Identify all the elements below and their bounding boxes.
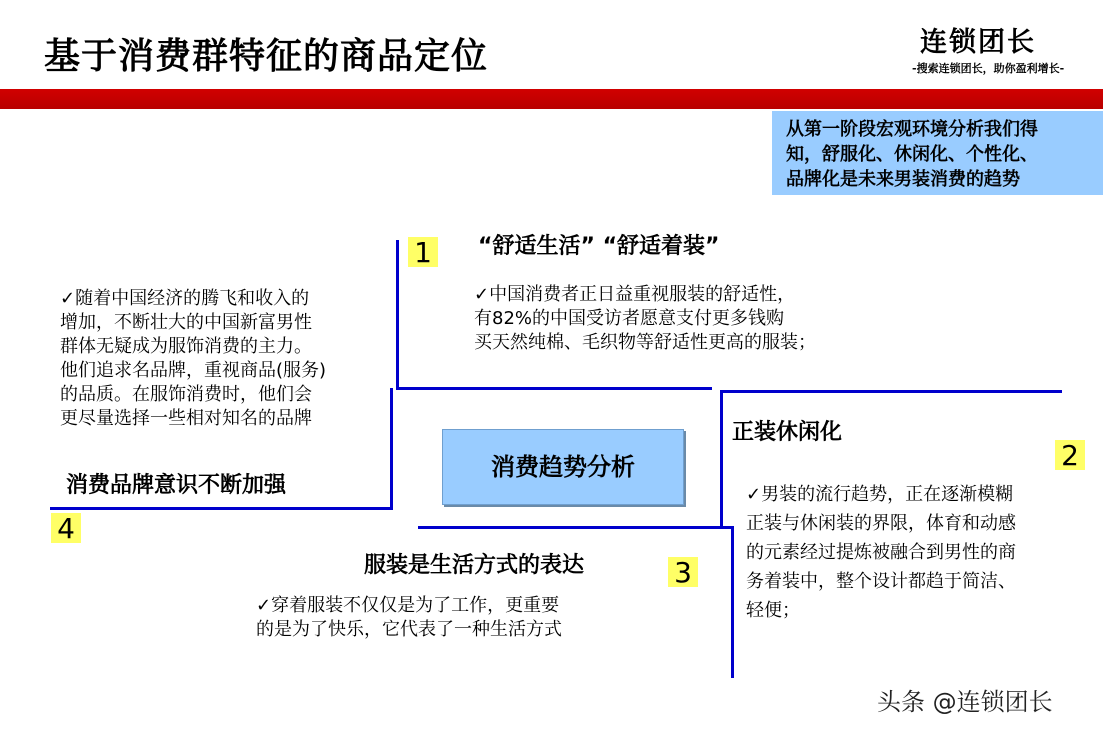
section-number-badge: 3 xyxy=(668,557,698,587)
summary-box xyxy=(772,111,1103,195)
divider-line xyxy=(396,387,712,390)
summary-line: 从第一阶段宏观环境分析我们得 xyxy=(786,119,1038,140)
watermark-text: 头条 @连锁团长 xyxy=(877,688,1053,716)
brand-slogan: -搜索连锁团长，助你盈利增长- xyxy=(912,62,1065,75)
brand-logo-text: 连锁团长 xyxy=(920,27,1036,58)
divider-line xyxy=(50,507,393,510)
divider-line xyxy=(396,240,399,390)
section-heading: “舒适生活” “舒适着装” xyxy=(478,234,720,259)
divider-line xyxy=(418,526,732,529)
body-line: 的是为了快乐，它代表了一种生活方式 xyxy=(256,619,562,640)
section-body xyxy=(746,480,1016,625)
body-line: 的元素经过提炼被融合到男性的商 xyxy=(746,542,1016,563)
divider-line xyxy=(720,390,1062,393)
body-line: 更尽量选择一些相对知名的品牌 xyxy=(60,408,312,429)
section-body xyxy=(474,283,816,355)
section-number-badge: 4 xyxy=(51,513,81,543)
body-line: 正装与休闲装的界限，体育和动感 xyxy=(746,513,1016,534)
body-line: 买天然纯棉、毛织物等舒适性更高的服装； xyxy=(474,332,816,353)
body-line: 务着装中，整个设计都趋于简洁、 xyxy=(746,571,1016,592)
divider-line xyxy=(390,388,393,510)
body-line: 群体无疑成为服饰消费的主力。 xyxy=(60,336,312,357)
divider-line xyxy=(720,390,723,528)
header-red-bar xyxy=(0,89,1103,109)
section-heading: 消费品牌意识不断加强 xyxy=(66,473,287,498)
section-number-badge: 2 xyxy=(1055,440,1085,470)
section-body xyxy=(256,594,562,642)
body-line: 有82%的中国受访者愿意支付更多钱购 xyxy=(474,308,785,329)
body-line: 的品质。在服饰消费时，他们会 xyxy=(60,384,312,405)
body-line: ✓随着中国经济的腾飞和收入的 xyxy=(60,288,310,309)
body-line: 增加，不断壮大的中国新富男性 xyxy=(60,312,312,333)
section-heading: 正装休闲化 xyxy=(732,420,843,445)
section-body xyxy=(60,287,326,431)
summary-line: 知，舒服化、休闲化、个性化、 xyxy=(786,144,1038,165)
center-trend-box: 消费趋势分析 xyxy=(442,429,684,505)
body-line: 轻便； xyxy=(746,600,800,621)
page-title: 基于消费群特征的商品定位 xyxy=(44,36,489,77)
body-line: ✓男装的流行趋势，正在逐渐模糊 xyxy=(746,484,1014,505)
body-line: 他们追求名品牌，重视商品(服务) xyxy=(60,360,327,381)
section-heading: 服装是生活方式的表达 xyxy=(364,553,585,578)
body-line: ✓穿着服装不仅仅是为了工作，更重要 xyxy=(256,595,560,616)
divider-line xyxy=(731,526,734,678)
section-number-badge: 1 xyxy=(408,237,438,267)
body-line: ✓中国消费者正日益重视服装的舒适性， xyxy=(474,284,796,305)
summary-line: 品牌化是未来男装消费的趋势 xyxy=(786,169,1020,190)
